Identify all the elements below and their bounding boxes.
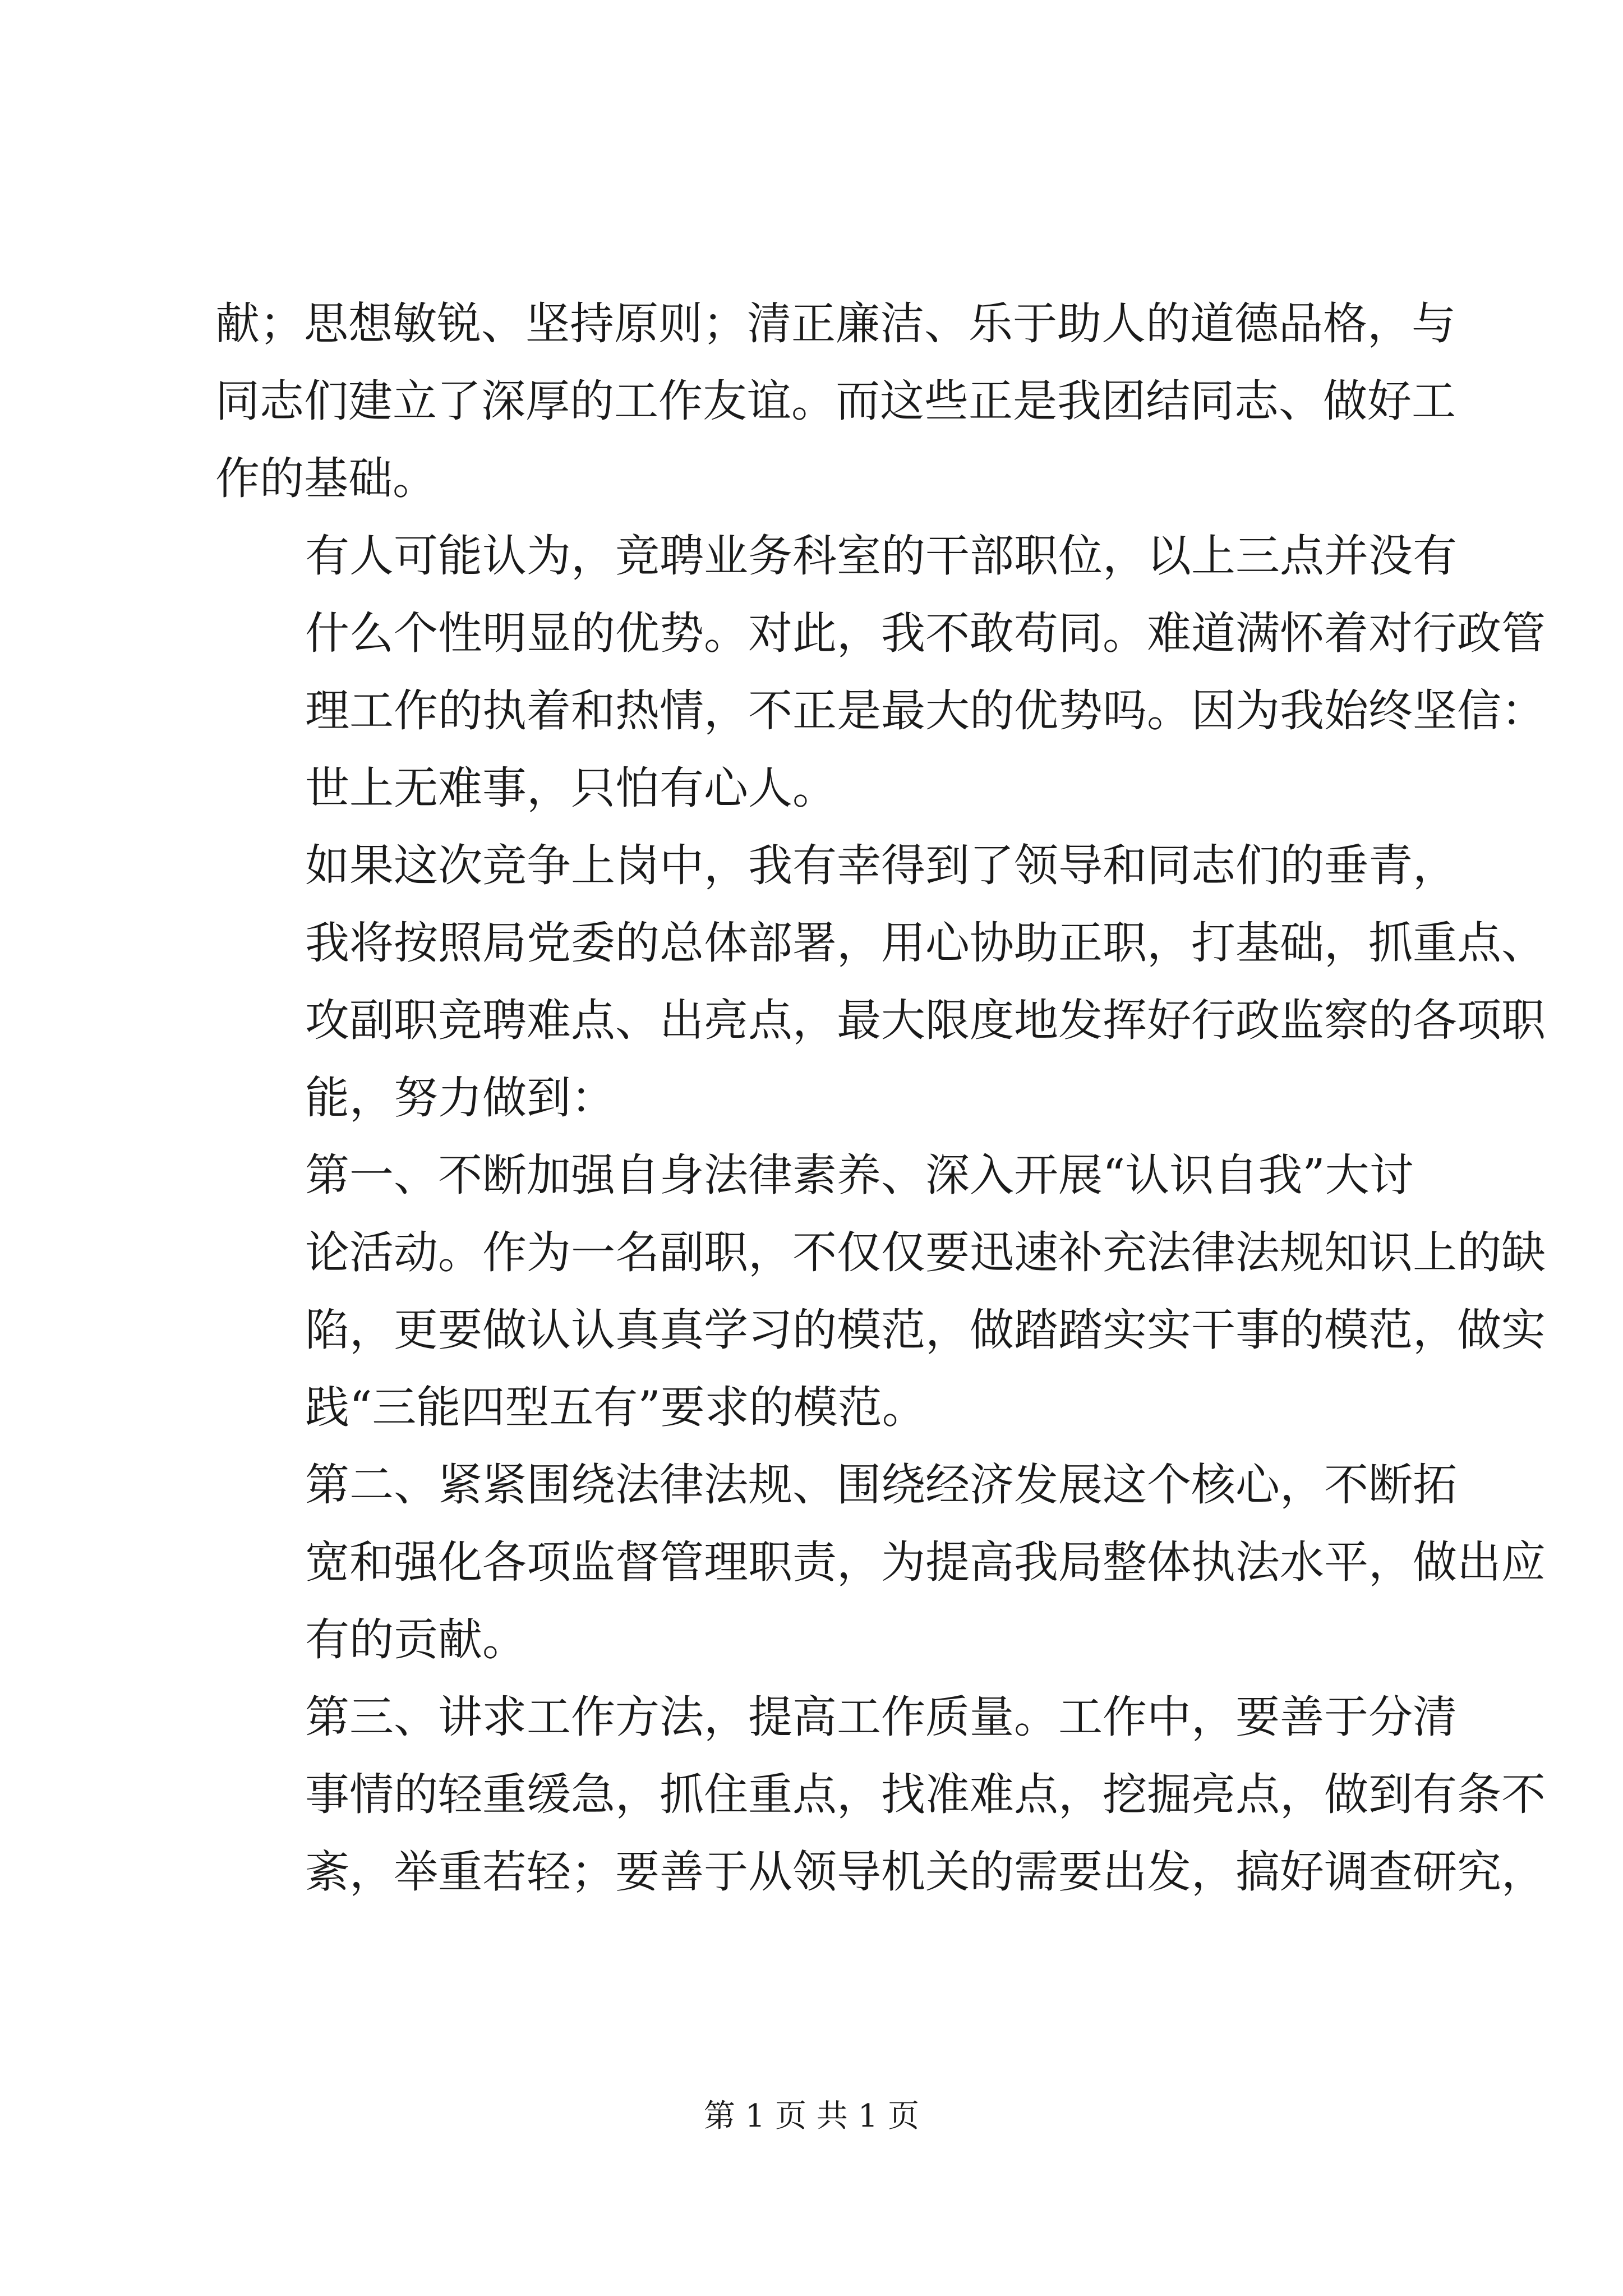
- text-line: 能，努力做到：: [305, 1072, 615, 1124]
- page-footer: 第 1 页 共 1 页: [703, 2098, 920, 2134]
- text-line: 陷，更要做认认真真学习的模范，做踏踏实实干事的模范，做实: [305, 1304, 1546, 1356]
- text-line: 有人可能认为，竞聘业务科室的干部职位，以上三点并没有: [305, 530, 1457, 582]
- text-line: 同志们建立了深厚的工作友谊。而这些正是我团结同志、做好工: [215, 375, 1456, 427]
- text-line: 什么个性明显的优势。对此，我不敢苟同。难道满怀着对行政管: [305, 608, 1546, 659]
- text-line: 第三、讲求工作方法，提高工作质量。工作中，要善于分清: [305, 1691, 1457, 1743]
- text-line: 献；思想敏锐、坚持原则；清正廉洁、乐于助人的道德品格，与: [215, 298, 1456, 349]
- paragraph: [215, 517, 1546, 827]
- text-line: 世上无难事，只怕有心人。: [305, 762, 837, 814]
- text-line: 如果这次竞争上岗中，我有幸得到了领导和同志们的垂青，: [305, 840, 1457, 891]
- text-line: 第一、不断加强自身法律素养、深入开展“认识自我”大讨: [305, 1149, 1414, 1201]
- text-line: 理工作的执着和热情，不正是最大的优势吗。因为我始终坚信：: [305, 685, 1546, 737]
- text-line: 宽和强化各项监督管理职责，为提高我局整体执法水平，做出应: [305, 1536, 1546, 1588]
- text-line: 有的贡献。: [305, 1614, 527, 1665]
- text-line: 作的基础。: [215, 453, 437, 504]
- text-line: 事情的轻重缓急，抓住重点，找准难点，挖掘亮点，做到有条不: [305, 1769, 1546, 1820]
- text-line: 论活动。作为一名副职，不仅仅要迅速补充法律法规知识上的缺: [305, 1227, 1546, 1278]
- paragraph: [215, 1137, 1546, 1446]
- text-line: 我将按照局党委的总体部署，用心协助正职，打基础，抓重点、: [305, 917, 1546, 969]
- text-line: 紊，举重若轻；要善于从领导机关的需要出发，搞好调查研究，: [305, 1846, 1546, 1898]
- text-line: 践“三能四型五有”要求的模范。: [305, 1382, 926, 1433]
- paragraph: [215, 827, 1546, 1137]
- text-line: 攻副职竞聘难点、出亮点，最大限度地发挥好行政监察的各项职: [305, 995, 1546, 1046]
- paragraph: [215, 1446, 1546, 1678]
- paragraph: [215, 1678, 1546, 1911]
- text-line: 第二、紧紧围绕法律法规、围绕经济发展这个核心，不断拓: [305, 1459, 1457, 1511]
- document-body: [215, 285, 1546, 1911]
- paragraph: [215, 285, 1456, 517]
